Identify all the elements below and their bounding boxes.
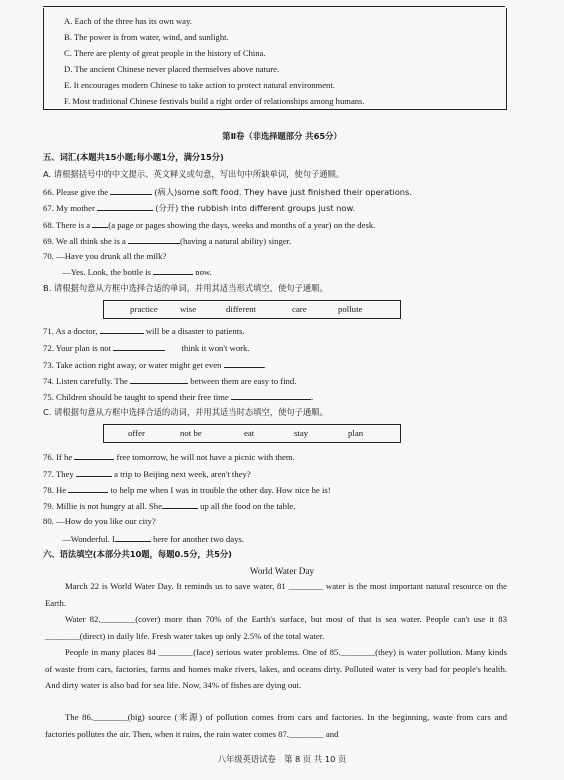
question-76: 76. If he free tomorrow, he will not have a picnic with them.: [43, 452, 295, 462]
question-66: 66. Please give the (病人)some soft food. They have just finished their operations.: [43, 187, 413, 197]
word-box-item: pollute: [338, 304, 363, 314]
word-box-item: wise: [180, 304, 197, 314]
question-72: 72. Your plan is not think it won't work.: [43, 343, 250, 353]
answer-blank[interactable]: [162, 500, 198, 509]
question-70-line1: 70. —Have you drunk all the milk?: [43, 251, 167, 261]
answer-blank[interactable]: [153, 266, 193, 275]
word-box-b: [103, 300, 401, 319]
word-box-item: stay: [294, 428, 309, 438]
option-e: E. It encourages modern Chinese to take action to protect natural environment.: [64, 80, 335, 90]
option-c: C. There are plenty of great people in the history of China.: [64, 48, 266, 58]
question-79: 79. Millie is not hungry at all. She up all the food on the table.: [43, 501, 296, 511]
option-d: D. The ancient Chinese never placed themselves above nature.: [64, 64, 280, 74]
question-78: 78. He to help me when I was in trouble the other day. How nice he is!: [43, 485, 331, 495]
passage-paragraph: March 22 is World Water Day. It reminds us to save water, 81 ________ water is the most important natural resource on the Earth.: [45, 581, 507, 608]
word-box-item: not be: [180, 428, 202, 438]
word-box-item: different: [226, 304, 257, 314]
word-box-item: eat: [244, 428, 255, 438]
word-box-item: plan: [348, 428, 364, 438]
passage-paragraph: People in many places 84 ________(face) serious water problems. One of 85.________(they) is water pollution. Many kinds of waste from cars, factories, farms and homes make rivers, lakes, and oceans dirty. Polluted water is very bad for people's health. And dirty water is also bad for sea life. Now, 34% of fishes are dying out.: [45, 647, 507, 690]
question-80-line2: —Wonderful. I here for another two days.: [62, 534, 244, 544]
option-b: B. The power is from water, wind, and sunlight.: [64, 32, 229, 42]
answer-blank[interactable]: [128, 235, 180, 244]
passage-title: World Water Day: [249, 566, 315, 576]
answer-blank[interactable]: [110, 186, 152, 195]
answer-blank[interactable]: [115, 533, 151, 542]
word-box-c: [103, 424, 401, 443]
part-title: 第Ⅱ卷（非选择题部分 共65分）: [222, 131, 342, 141]
question-67: 67. My mother (分开) the rubbish into different groups just now.: [43, 203, 356, 213]
question-71: 71. As a doctor, will be a disaster to patients.: [43, 326, 245, 336]
question-74: 74. Listen carefully. The between them are easy to find.: [43, 376, 297, 386]
word-box-item: care: [292, 304, 307, 314]
word-box-item: practice: [130, 304, 158, 314]
answer-blank[interactable]: [74, 451, 114, 460]
question-68: 68. There is a (a page or pages showing the days, weeks and months of a year) on the desk.: [43, 220, 376, 230]
question-73: 73. Take action right away, or water might get even .: [43, 360, 266, 370]
page-footer: 八年级英语试卷 第 8 页 共 10 页: [217, 754, 347, 764]
section5a-instruction: A. 请根据括号中的中文提示、英文释义或句意，写出句中所缺单词，使句子通顺。: [43, 169, 345, 179]
answer-blank[interactable]: [68, 484, 108, 493]
answer-blank[interactable]: [97, 202, 153, 211]
options-box: [43, 8, 507, 110]
question-70-line2: —Yes. Look, the bottle is now.: [62, 267, 212, 277]
answer-blank[interactable]: [231, 391, 311, 400]
option-f: F. Most traditional Chinese festivals build a right order of relationships among humans.: [64, 96, 365, 106]
word-box-item: offer: [128, 428, 145, 438]
top-rule: [43, 6, 505, 7]
question-77: 77. They a trip to Beijing next week, aren't they?: [43, 469, 251, 479]
answer-blank[interactable]: [92, 219, 108, 228]
section5b-instruction: B. 请根据句意从方框中选择合适的单词，并用其适当形式填空，使句子通顺。: [43, 283, 328, 293]
option-a: A. Each of the three has its own way.: [64, 16, 192, 26]
question-80-line1: 80. —How do you like our city?: [43, 516, 156, 526]
passage-paragraph: Water 82.________(cover) more than 70% of the Earth's surface, but most of that is sea water. People can't use it 83 ________(direct) in daily life. Fresh water takes up only 2.5% of the total water.: [45, 614, 507, 641]
section5c-instruction: C. 请根据句意从方框中选择合适的动词，并用其适当时态填空，使句子通顺。: [43, 407, 328, 417]
answer-blank[interactable]: [113, 342, 165, 351]
question-69: 69. We all think she is a (having a natural ability) singer.: [43, 236, 292, 246]
passage-paragraph: The 86.________(big) source (来源) of pollution comes from cars and factories. In the beginning, waste from cars and factories pollutes the air. Then, when it rains, the rain water comes 87.________ and: [45, 712, 507, 739]
question-75: 75. Children should be taught to spend their free time .: [43, 392, 314, 402]
section5-heading: 五、词汇(本题共15小题;每小题1分，满分15分): [43, 152, 224, 162]
section6-heading: 六、语法填空(本部分共10题，每题0.5分，共5分): [43, 549, 232, 559]
answer-blank[interactable]: [100, 325, 144, 334]
answer-blank[interactable]: [224, 359, 264, 368]
answer-blank[interactable]: [76, 468, 112, 477]
answer-blank[interactable]: [130, 375, 188, 384]
